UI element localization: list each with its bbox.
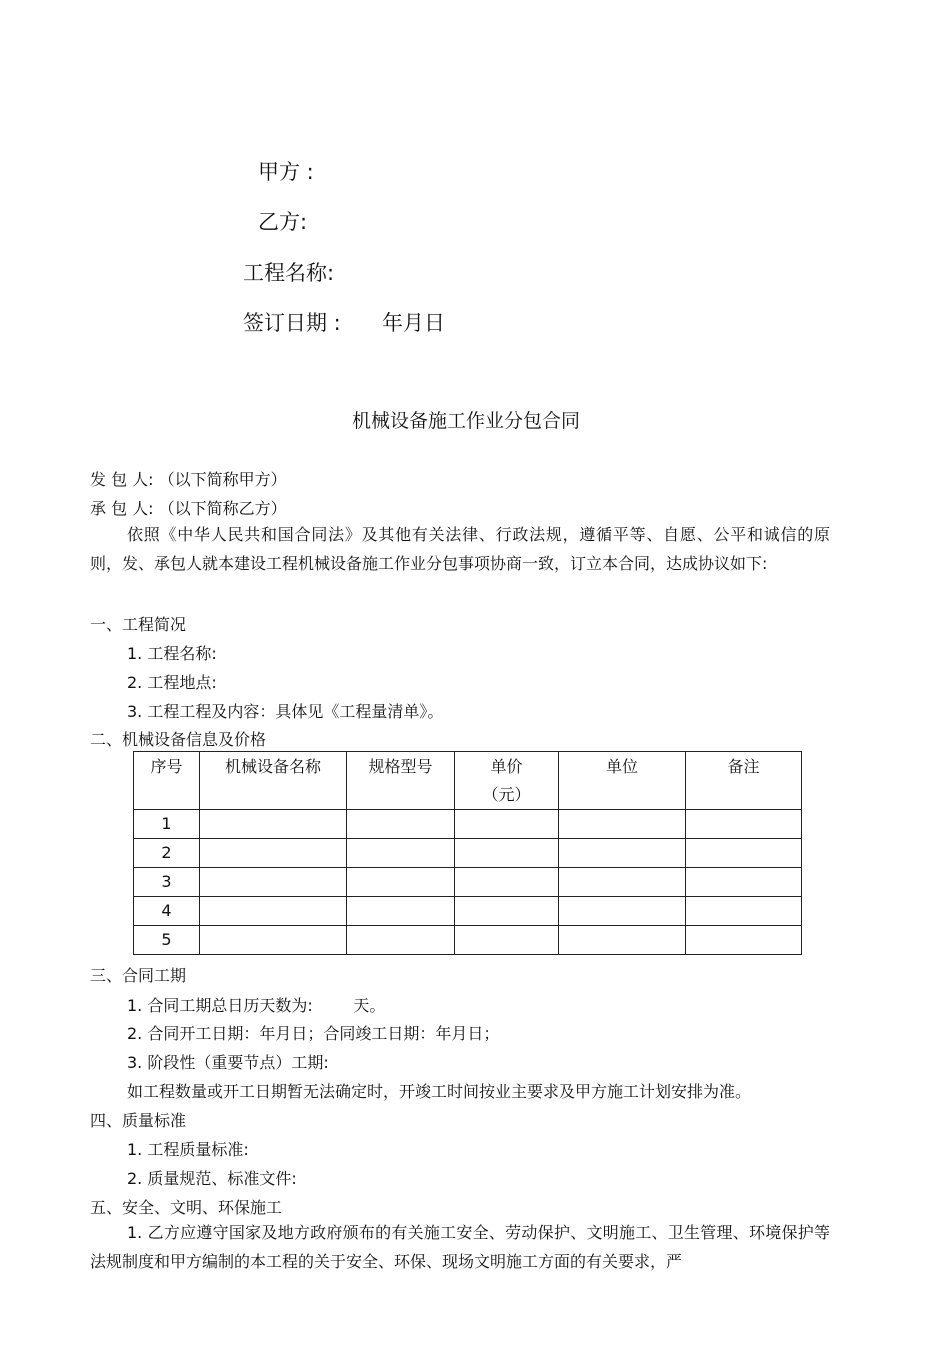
- table-row: [134, 868, 802, 897]
- table-cell: [559, 926, 686, 955]
- table-cell: [455, 810, 559, 839]
- contractor-line: 承 包 人: （以下简称乙方）: [90, 499, 287, 518]
- section1-heading: 一、工程简况: [90, 615, 187, 634]
- table-row: [134, 839, 802, 868]
- section4-item-1: 1. 工程质量标准:: [127, 1140, 249, 1159]
- table-cell: [455, 868, 559, 897]
- table-cell: [559, 897, 686, 926]
- section1-item-3: 3. 工程工程及内容：具体见《工程量清单》。: [127, 702, 444, 721]
- table-header-row: [134, 752, 802, 810]
- table-cell: [559, 839, 686, 868]
- section1-item-2: 2. 工程地点:: [127, 673, 217, 692]
- table-cell: [455, 839, 559, 868]
- section5-heading: 五、安全、文明、环保施工: [90, 1198, 283, 1217]
- table-cell: [559, 868, 686, 897]
- table-row: [134, 810, 802, 839]
- table-row: [134, 926, 802, 955]
- table-header-cell: 规格型号: [347, 752, 455, 810]
- table-cell: [200, 897, 347, 926]
- table-cell: [347, 810, 455, 839]
- table-cell: [686, 868, 802, 897]
- section1-item-1: 1. 工程名称:: [127, 644, 217, 663]
- sign-date-value: 年月日: [382, 311, 445, 335]
- party-a-label: 甲方 :: [258, 160, 314, 184]
- table-cell: [200, 839, 347, 868]
- table-cell: 1: [134, 810, 200, 839]
- table-row: [134, 897, 802, 926]
- table-cell: [347, 868, 455, 897]
- table-header-cell: 序号: [134, 752, 200, 810]
- table-header-cell: [455, 752, 559, 810]
- equipment-table: [133, 751, 802, 955]
- table-cell: [559, 810, 686, 839]
- section3-item-2: 2. 合同开工日期：年月日；合同竣工日期：年月日；: [127, 1024, 500, 1043]
- table-cell: [686, 926, 802, 955]
- table-cell: [200, 868, 347, 897]
- table-cell: [200, 926, 347, 955]
- section3-item-1: 1. 合同工期总日历天数为: 天。: [127, 996, 386, 1015]
- preamble-paragraph: 依照《中华人民共和国合同法》及其他有关法律、行政法规，遵循平等、自愿、公平和诚信的原则，发、承包人就本建设工程机械设备施工作业分包事项协商一致，订立本合同，达成协议如下:: [90, 525, 830, 573]
- table-cell: 4: [134, 897, 200, 926]
- table-cell: [455, 926, 559, 955]
- unit-price-header: 单价（元）: [482, 757, 531, 804]
- table-header-cell: 机械设备名称: [200, 752, 347, 810]
- table-cell: [686, 839, 802, 868]
- table-cell: 2: [134, 839, 200, 868]
- table-cell: [686, 897, 802, 926]
- party-b-label: 乙方:: [258, 210, 308, 234]
- table-cell: 3: [134, 868, 200, 897]
- table-header-cell: 备注: [686, 752, 802, 810]
- section2-heading: 二、机械设备信息及价格: [90, 730, 267, 749]
- section4-item-2: 2. 质量规范、标准文件:: [127, 1169, 297, 1188]
- table-cell: [347, 926, 455, 955]
- section5-item-1: 1. 乙方应遵守国家及地方政府颁布的有关施工安全、劳动保护、文明施工、卫生管理、环境保护等法规制度和甲方编制的本工程的关于安全、环保、现场文明施工方面的有关要求，严: [90, 1223, 830, 1271]
- issuer-line: 发 包 人: （以下简称甲方）: [90, 470, 287, 489]
- section3-note: 如工程数量或开工日期暂无法确定时，开竣工时间按业主要求及甲方施工计划安排为准。: [127, 1082, 752, 1101]
- table-cell: [686, 810, 802, 839]
- table-cell: 5: [134, 926, 200, 955]
- sign-date-label: 签订日期 :: [243, 311, 341, 335]
- table-cell: [200, 810, 347, 839]
- project-name-label: 工程名称:: [243, 261, 335, 285]
- section3-item-3: 3. 阶段性（重要节点）工期:: [127, 1053, 329, 1072]
- section4-heading: 四、质量标准: [90, 1111, 187, 1130]
- table-cell: [347, 897, 455, 926]
- table-cell: [347, 839, 455, 868]
- section3-heading: 三、合同工期: [90, 966, 187, 985]
- table-header-cell: 单位: [559, 752, 686, 810]
- contract-title: 机械设备施工作业分包合同: [352, 410, 581, 432]
- table-cell: [455, 897, 559, 926]
